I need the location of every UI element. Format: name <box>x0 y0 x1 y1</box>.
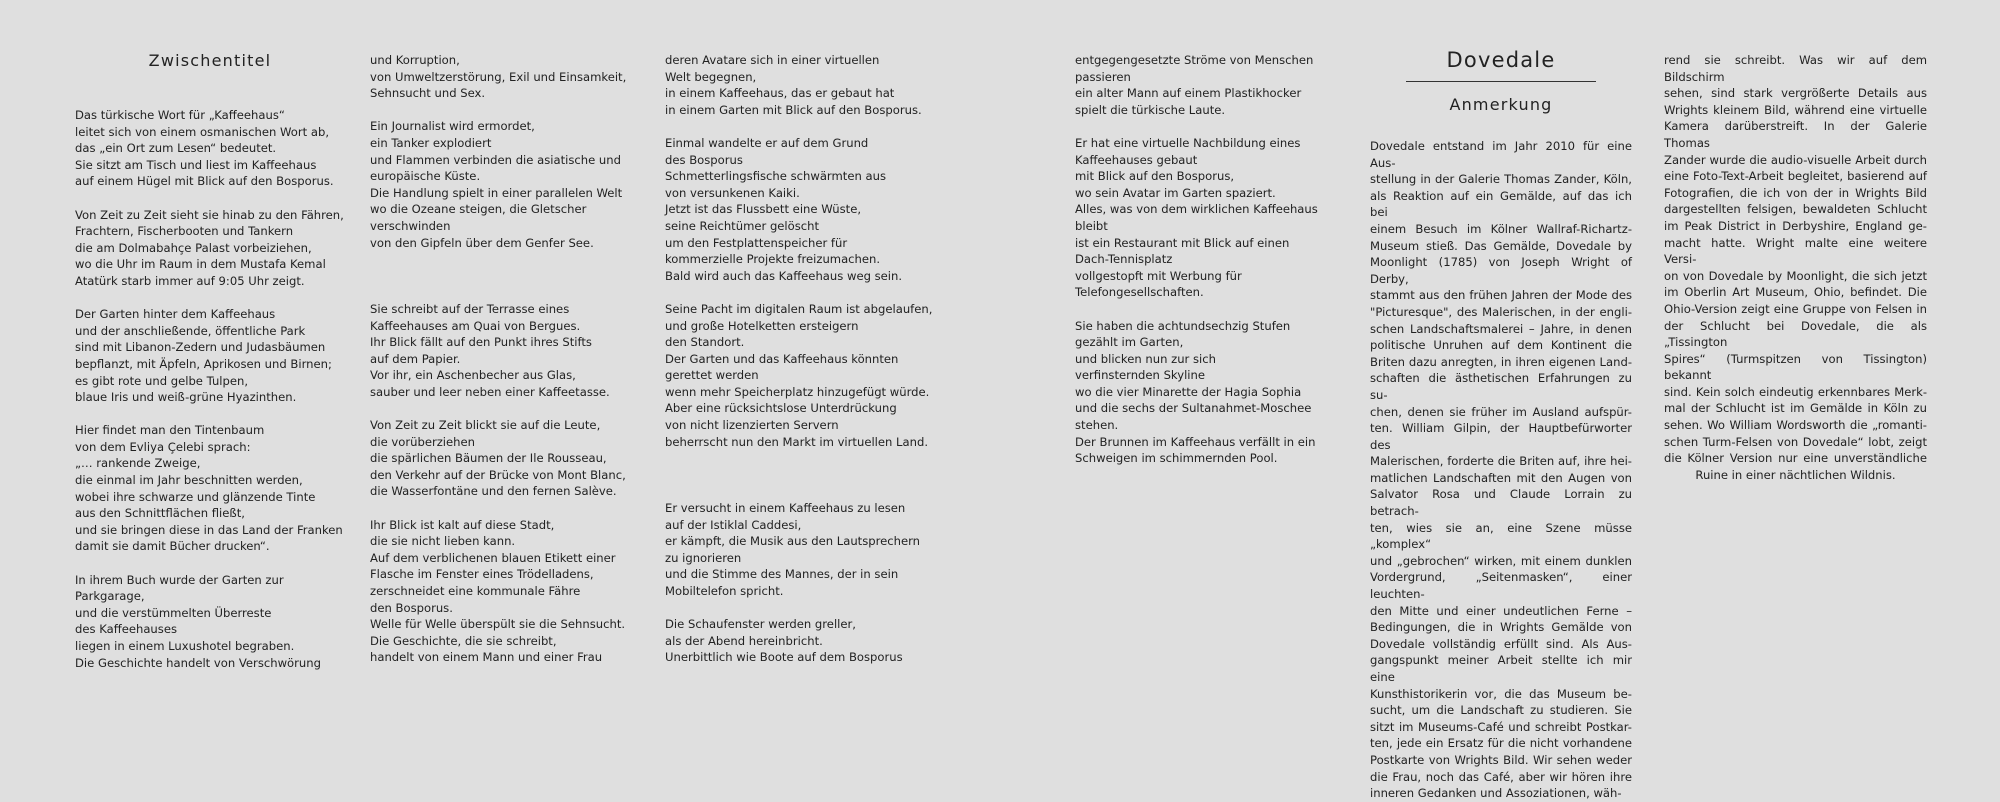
text-line: passieren <box>1075 69 1131 84</box>
text-line: die einmal im Jahr beschnitten werden, <box>75 473 303 488</box>
text-line: sitzt im Museums-Café und schreibt Postkar- <box>1370 719 1632 734</box>
stanza <box>75 306 345 406</box>
text-line: vollgestopft mit Werbung für <box>1075 268 1242 283</box>
text-line: und sie bringen diese in das Land der Franken <box>75 522 343 537</box>
text-line: schen Landschaftsmalerei – Jahre, in denen <box>1370 321 1632 336</box>
stanza <box>1075 135 1340 301</box>
note-column-2 <box>1664 52 1927 483</box>
text-line: inneren Gedanken und Assoziationen, wäh- <box>1370 786 1622 801</box>
text-line: die Wasserfontäne und den fernen Salève. <box>370 484 617 499</box>
text-line: in einem Kaffeehaus, das er gebaut hat <box>665 86 895 101</box>
text-line: und die verstümmelten Überreste <box>75 605 272 620</box>
text-line: des Bosporus <box>665 152 743 167</box>
text-line: das „ein Ort zum Lesen“ bedeutet. <box>75 141 277 156</box>
text-line: chen, denen sie früher im Ausland aufspür- <box>1370 404 1632 419</box>
text-line: Einmal wandelte er auf dem Grund <box>665 135 869 150</box>
text-line: den Mitte und einer undeutlichen Ferne – <box>1370 603 1632 618</box>
text-line: Der Garten und das Kaffeehaus könnten <box>665 351 899 366</box>
text-line: Vor ihr, ein Aschenbecher aus Glas, <box>370 368 576 383</box>
text-line: den Standort. <box>665 335 745 350</box>
text-line: Bedingungen, die in Wrights Gemälde von <box>1370 620 1632 635</box>
text-line: Sie sitzt am Tisch und liest im Kaffeehaus <box>75 157 317 172</box>
text-line: und der anschließende, öffentliche Park <box>75 323 306 338</box>
stanza <box>370 301 650 401</box>
stanza <box>665 52 945 118</box>
text-line: stellung in der Galerie Thomas Zander, Köln, <box>1370 172 1632 187</box>
text-line: als der Abend hereinbricht. <box>665 633 823 648</box>
stanza <box>75 207 345 290</box>
poem-column-3 <box>665 52 945 683</box>
text-line: von den Gipfeln über dem Genfer See. <box>370 235 594 250</box>
text-line: wo die Ozeane steigen, die Gletscher <box>370 202 587 217</box>
text-line: als Reaktion auf ein Gemälde, auf das ich bei <box>1370 188 1632 220</box>
stanza <box>1075 318 1340 467</box>
text-line: sehen. Wo William Wordsworth die „romanti- <box>1664 418 1927 433</box>
text-line: Welle für Welle überspült sie die Sehnsucht. <box>370 617 626 632</box>
text-line: Kaffeehauses am Quai von Bergues. <box>370 318 581 333</box>
text-line: ein Tanker explodiert <box>370 135 492 150</box>
text-line: entgegengesetzte Ströme von Menschen <box>1075 53 1314 67</box>
poem-column-4 <box>1075 52 1340 483</box>
text-line: wo die Uhr im Raum in dem Mustafa Kemal <box>75 257 326 272</box>
text-line: Er versucht in einem Kaffeehaus zu lesen <box>665 501 906 516</box>
text-line: sucht, um die Landschaft zu studieren. Sie <box>1370 703 1632 718</box>
text-line: und Flammen verbinden die asiatische und <box>370 152 621 167</box>
text-line: wobei ihre schwarze und glänzende Tinte <box>75 489 316 504</box>
text-line: Kaffeehauses gebaut <box>1075 152 1198 167</box>
text-line: Kamera darüberstreift. In der Galerie Thomas <box>1664 119 1927 150</box>
text-line: im Peak District in Derbyshire, England ge- <box>1664 218 1927 233</box>
text-line: Dach-Tennisplatz <box>1075 252 1173 267</box>
title-divider <box>1406 81 1596 82</box>
text-line: bleibt <box>1075 218 1108 233</box>
text-line: Unerbittlich wie Boote auf dem Bosporus <box>665 650 903 665</box>
text-line: Auf dem verblichenen blauen Etikett einer <box>370 550 616 565</box>
text-line: und Korruption, <box>370 53 460 67</box>
text-line: seine Reichtümer gelöscht <box>665 218 820 233</box>
text-line: von nicht lizenzierten Servern <box>665 418 839 433</box>
text-line: In ihrem Buch wurde der Garten zur <box>75 572 284 587</box>
text-line: und die sechs der Sultanahmet-Moschee <box>1075 401 1312 416</box>
text-line: Fotografien, die ich von der in Wrights Bild <box>1664 185 1927 200</box>
stanza <box>75 107 345 190</box>
stanza <box>665 301 945 450</box>
text-line: Mobiltelefon spricht. <box>665 584 784 598</box>
text-line: Flasche im Fenster eines Trödelladens, <box>370 567 594 582</box>
text-line: spielt die türkische Laute. <box>1075 102 1226 117</box>
text-line: leitet sich von einem osmanischen Wort ab, <box>75 124 330 139</box>
text-line: „… rankende Zweige, <box>75 456 201 471</box>
text-line: Ihr Blick ist kalt auf diese Stadt, <box>370 517 555 532</box>
text-line: Parkgarage, <box>75 589 145 604</box>
text-line: schen Turm-Felsen von Dovedale“ lobt, zeigt <box>1664 434 1927 449</box>
text-line: dargestellten felsigen, bewaldeten Schlucht <box>1664 202 1927 217</box>
text-line: ten, wies sie an, eine Szene müsse „komplex“ <box>1370 520 1632 552</box>
stanza <box>75 572 345 672</box>
text-line: der Schlucht bei Dovedale, die als „Tissington <box>1664 318 1927 350</box>
text-line: es gibt rote und gelbe Tulpen, <box>75 373 249 388</box>
text-line: Welt begegnen, <box>665 69 757 84</box>
text-line: beherrscht nun den Markt im virtuellen Land. <box>665 434 929 449</box>
text-line: auf einem Hügel mit Blick auf den Bosporus. <box>75 174 334 189</box>
text-line: aus den Schnittflächen fließt, <box>75 506 245 521</box>
text-line: kommerzielle Projekte freizumachen. <box>665 252 881 267</box>
text-line: Er hat eine virtuelle Nachbildung eines <box>1075 135 1301 150</box>
stanza <box>370 52 650 102</box>
text-line: Kunsthistorikerin vor, die das Museum be- <box>1370 686 1632 701</box>
text-line: Wrights kleinem Bild, während eine virtuelle <box>1664 102 1927 117</box>
text-line: des Kaffeehauses <box>75 622 177 637</box>
text-line: Malerischen, forderte die Briten auf, ihre hei- <box>1370 454 1632 469</box>
text-line: von versunkenen Kaiki. <box>665 185 800 200</box>
text-line: sehen, sind stark vergrößerte Details aus <box>1664 86 1927 101</box>
text-line: Hier findet man den Tintenbaum <box>75 423 265 438</box>
stanza <box>370 517 650 666</box>
text-line: zerschneidet eine kommunale Fähre <box>370 584 581 598</box>
text-line: stammt aus den frühen Jahren der Mode des <box>1370 288 1632 303</box>
text-line: politische Unruhen auf dem Kontinent die <box>1370 338 1632 353</box>
text-line: Der Brunnen im Kaffeehaus verfällt in ein <box>1075 434 1316 449</box>
text-line: die sie nicht lieben kann. <box>370 534 516 549</box>
text-line: sauber und leer neben einer Kaffeetasse. <box>370 384 610 399</box>
text-line: macht hatte. Wright malte eine weitere Versi- <box>1664 235 1927 267</box>
text-line: sind mit Libanon-Zedern und Judasbäumen <box>75 340 326 355</box>
text-line: blaue Iris und weiß-grüne Hyazinthen. <box>75 390 297 405</box>
stanza <box>665 616 945 666</box>
text-line: zu ignorieren <box>665 550 742 565</box>
text-line: die vorüberziehen <box>370 434 475 449</box>
poem-column-1 <box>75 52 345 688</box>
text-line: Ihr Blick fällt auf den Punkt ihres Stifts <box>370 335 592 350</box>
text-line: Von Zeit zu Zeit blickt sie auf die Leute, <box>370 418 601 433</box>
text-line: Ohio-Version zeigt eine Gruppe von Felsen in <box>1664 301 1927 316</box>
text-line: auf der Istiklal Caddesi, <box>665 517 802 532</box>
text-line: Sie schreibt auf der Terrasse eines <box>370 301 570 316</box>
text-line: Die Geschichte, die sie schreibt, <box>370 633 557 648</box>
text-line: mit Blick auf den Bosporus, <box>1075 169 1235 184</box>
text-line: liegen in einem Luxushotel begraben. <box>75 639 295 653</box>
text-line: Von Zeit zu Zeit sieht sie hinab zu den Fähren, <box>75 207 344 222</box>
text-line: Schweigen im schimmernden Pool. <box>1075 451 1278 466</box>
text-line: die Frau, noch das Café, aber wir hören ihre <box>1370 769 1632 784</box>
text-line: rend sie schreibt. Was wir auf dem Bildschirm <box>1664 53 1927 84</box>
text-line: deren Avatare sich in einer virtuellen <box>665 53 880 67</box>
text-line: und die Stimme des Mannes, der in sein <box>665 567 899 582</box>
text-line: on von Dovedale by Moonlight, die sich jetzt <box>1664 268 1927 283</box>
text-line: Jetzt ist das Flussbett eine Wüste, <box>665 202 862 217</box>
text-line: den Bosporus. <box>370 600 453 615</box>
text-line: damit sie damit Bücher drucken“. <box>75 539 270 554</box>
text-line: Der Garten hinter dem Kaffeehaus <box>75 307 276 322</box>
page-title: Dovedale <box>1446 48 1556 72</box>
text-line: Seine Pacht im digitalen Raum ist abgelaufen, <box>665 301 933 316</box>
text-line: matlichen Landschaften mit den Augen von <box>1370 470 1632 485</box>
text-line: Vordergrund, „Seitenmasken“, einer leuchten- <box>1370 570 1632 602</box>
text-line: Die Geschichte handelt von Verschwörung <box>75 655 321 670</box>
text-line: Ein Journalist wird ermordet, <box>370 119 535 134</box>
text-line: Sehnsucht und Sex. <box>370 86 486 101</box>
text-line: in einem Garten mit Blick auf den Bosporus. <box>665 102 922 117</box>
text-line: europäische Küste. <box>370 169 481 184</box>
text-line: Frachtern, Fischerbooten und Tankern <box>75 224 294 239</box>
text-line: handelt von einem Mann und einer Frau <box>370 650 603 665</box>
stanza <box>665 500 945 600</box>
text-line: wo sein Avatar im Garten spaziert. <box>1075 185 1276 200</box>
text-line: und große Hotelketten ersteigern <box>665 318 859 333</box>
text-line: verschwinden <box>370 218 451 233</box>
stanza <box>75 422 345 555</box>
text-line: Die Handlung spielt in einer parallelen Welt <box>370 185 623 200</box>
text-line: er kämpft, die Musik aus den Lautsprechern <box>665 534 921 549</box>
text-line: die spärlichen Bäumen der Ile Rousseau, <box>370 451 607 466</box>
text-line: Sie haben die achtundsechzig Stufen <box>1075 318 1291 333</box>
text-line: wo die vier Minarette der Hagia Sophia <box>1075 384 1302 399</box>
text-line: gezählt im Garten, <box>1075 335 1184 350</box>
text-line: Ruine in einer nächtlichen Wildnis. <box>1695 467 1896 482</box>
page-subtitle: Anmerkung <box>1449 95 1553 114</box>
text-line: Moonlight (1785) von Joseph Wright of Derby, <box>1370 255 1632 286</box>
text-line: den Verkehr auf der Brücke von Mont Blanc, <box>370 467 626 482</box>
text-line: Das türkische Wort für „Kaffeehaus“ <box>75 108 285 122</box>
text-line: Dovedale vollständig erfüllt sind. Als Aus- <box>1370 636 1632 651</box>
text-line: ist ein Restaurant mit Blick auf einen <box>1075 235 1290 250</box>
stanza <box>370 118 650 251</box>
text-line: Dovedale entstand im Jahr 2010 für eine Aus- <box>1370 139 1632 170</box>
text-line: sind. Kein solch eindeutig erkennbares Merk- <box>1664 384 1927 399</box>
text-line: ein alter Mann auf einem Plastikhocker <box>1075 86 1302 101</box>
text-line: mal der Schlucht ist im Gemälde in Köln zu <box>1664 401 1927 416</box>
text-line: Museum stieß. Das Gemälde, Dovedale by <box>1370 238 1632 253</box>
text-line: Schmetterlingsfische schwärmten aus <box>665 169 886 184</box>
text-line: Spires“ (Turmspitzen von Tissington) bekannt <box>1664 351 1927 383</box>
text-line: auf dem Papier. <box>370 351 461 366</box>
text-line: stehen. <box>1075 418 1119 433</box>
text-line: die Kölner Version nur eine unverständliche <box>1664 451 1927 466</box>
text-line: gerettet werden <box>665 368 759 383</box>
text-line: ten. William Gilpin, der Hauptbefürworter des <box>1370 421 1632 452</box>
poem-column-2 <box>370 52 650 683</box>
text-line: ten, jede ein Ersatz für die nicht vorhandene <box>1370 736 1632 751</box>
text-line: und blicken nun zur sich <box>1075 351 1216 366</box>
text-line: Bald wird auch das Kaffeehaus weg sein. <box>665 268 903 283</box>
text-line: von dem Evliya Çelebi sprach: <box>75 439 251 454</box>
text-line: Postkarte von Wrights Bild. Wir sehen weder <box>1370 752 1632 767</box>
stanza <box>370 417 650 500</box>
text-line: verfinsternden Skyline <box>1075 368 1206 383</box>
text-line: gangspunkt meiner Arbeit stellte ich mir eine <box>1370 653 1632 684</box>
text-line: Telefongesellschaften. <box>1075 285 1204 300</box>
text-line: Salvator Rosa und Claude Lorrain zu betrach- <box>1370 487 1632 519</box>
text-line: und „gebrochen“ wirken, mit einem dunklen <box>1370 553 1632 568</box>
text-line: Aber eine rücksichtslose Unterdrückung <box>665 401 897 416</box>
text-line: um den Festplattenspeicher für <box>665 235 848 250</box>
text-line: "Picturesque", des Malerischen, in der engli- <box>1370 304 1632 319</box>
text-line: von Umweltzerstörung, Exil und Einsamkeit, <box>370 69 627 84</box>
text-line: einem Besuch im Kölner Wallraf-Richartz- <box>1370 221 1632 236</box>
text-line: Alles, was von dem wirklichen Kaffeehaus <box>1075 202 1318 217</box>
text-line: Die Schaufenster werden greller, <box>665 617 856 632</box>
section-heading: Zwischentitel <box>148 51 272 70</box>
text-line: eine Foto-Text-Arbeit begleitet, basierend auf <box>1664 169 1927 184</box>
stanza <box>665 135 945 284</box>
text-line: bepflanzt, mit Äpfeln, Aprikosen und Birnen; <box>75 356 332 371</box>
text-line: im Oberlin Art Museum, Ohio, befindet. Die <box>1664 285 1927 300</box>
text-line: Atatürk starb immer auf 9:05 Uhr zeigt. <box>75 273 305 288</box>
text-line: Briten dazu anregten, in ihren eigenen Land- <box>1370 354 1632 369</box>
text-line: wenn mehr Speicherplatz hinzugefügt würde. <box>665 384 930 399</box>
note-column-1 <box>1370 48 1632 802</box>
text-line: schaften die ästhetischen Erfahrungen zu su- <box>1370 371 1632 402</box>
text-line: die am Dolmabahçe Palast vorbeiziehen, <box>75 240 312 255</box>
text-line: Zander wurde die audio-visuelle Arbeit durch <box>1664 152 1927 167</box>
stanza <box>1075 52 1340 118</box>
